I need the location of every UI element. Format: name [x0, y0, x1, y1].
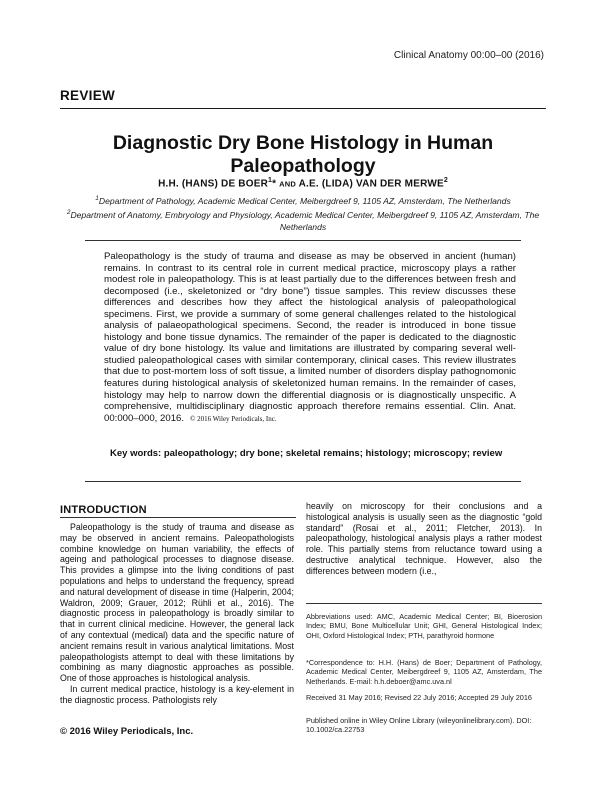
- correspondence-footnote: *Correspondence to: H.H. (Hans) de Boer; Department of Pathology, Academic Medical Center, Meibergdreef 9, 1105 AZ, Amsterdam, The Netherlands. E-mail: h.h.deboer@amc.uva.nl: [306, 658, 542, 686]
- author-first-affil: 1: [268, 177, 273, 184]
- header-divider: [60, 108, 546, 109]
- abstract-divider-bottom: [85, 481, 521, 482]
- abstract-divider-top: [85, 240, 521, 241]
- section-label: REVIEW: [60, 88, 116, 103]
- affiliation-2: [60, 207, 546, 233]
- journal-citation: Clinical Anatomy 00:00–00 (2016): [393, 50, 544, 61]
- abstract-copyright: © 2016 Wiley Periodicals, Inc.: [190, 414, 277, 423]
- abbreviations-footnote: Abbreviations used: AMC, Academic Medical Center; BI, Bioerosion Index; BMU, Bone Multicellular Unit; GHI, General Histological Index; OHI, Oxford Histological Index; PTH, parathyroid hormone: [306, 612, 542, 640]
- affiliation-2-text: Department of Anatomy, Embryology and Physiology, Academic Medical Center, Meibergdreef 9, 1105 AZ, Amsterdam, The Netherlands: [70, 210, 540, 232]
- keywords: Key words: paleopathology; dry bone; skeletal remains; histology; microscopy; review: [110, 448, 503, 459]
- article-title: [60, 132, 546, 178]
- intro-heading-rule: [60, 517, 296, 518]
- abstract-text: Paleopathology is the study of trauma and disease as may be observed in ancient (human) remains. In contrast to its central role in current medical practice, microscopy plays a rather modest role in paleopathology. This is at least partially due to the differences between fresh and decomposed (i.e., skeletonized or “dry bone”) tissue samples. This review discusses these differences and describes how they affect the histological analysis of paleopathological specimens. First, we provide a summary of some general challenges related to the histological analysis of palaeopathological specimens. Second, the reader is introduced in bone tissue histology and bone tissue dynamics. The remainder of the paper is dedicated to the diagnostic value of dry bone histology. Its value and limitations are illustrated by comparing several well-studied paleopathological cases with similar contemporary, clinical cases. This review illustrates that due to post-mortem loss of soft tissue, a limited number of disorders display pathognomonic features during histological analysis of skeletonized human remains. In the remainder of cases, histology may help to narrow down the differential diagnosis or is diagnostically unspecific. A comprehensive, multidisciplinary diagnostic approach therefore remains essential. Clin. Anat. 00:000–000, 2016.: [104, 251, 516, 424]
- title-line-1: Diagnostic Dry Bone Histology in Human: [112, 132, 494, 154]
- title-line-2: Paleopathology: [230, 155, 376, 177]
- affiliation-1: [60, 193, 546, 207]
- author-first: H.H. (HANS) DE BOER: [158, 178, 268, 190]
- intro-paragraph-2-continued: heavily on microscopy for their conclusions and a histological analysis is usually seen as the diagnostic “gold standard” (Rosai et al., 2011; Fletcher, 2013). In paleopathology, histological analysis plays a rather modest role. This partially stems from reluctance toward using a destructive analytical technique. However, also the differences between modern (i.e.,: [306, 501, 542, 576]
- footnote-divider: [306, 603, 542, 604]
- affiliation-1-num: 1: [95, 195, 99, 202]
- abstract: [104, 251, 516, 425]
- author-line: [60, 177, 546, 189]
- body-column-right: [306, 501, 542, 577]
- affiliation-1-text: Department of Pathology, Academic Medical Center, Meibergdreef 9, 1105 AZ, Amsterdam, The Netherlands: [98, 195, 511, 206]
- received-dates: Received 31 May 2016; Revised 22 July 2016; Accepted 29 July 2016: [306, 693, 532, 702]
- footer-copyright: © 2016 Wiley Periodicals, Inc.: [60, 726, 194, 737]
- author-second-affil: 2: [443, 177, 448, 184]
- intro-paragraph-1: Paleopathology is the study of trauma and disease as may be observed in ancient remains. Paleopathologists combine knowledge on human variability, the effects of ageing and pathological processes to diagnose disease. This provides a glimpse into the living conditions of past populations and helps to understand the frequency, spread and natural development of disease in time (Halperin, 2004; Waldron, 2009; Grauer, 2012; Rühli et al., 2016). The diagnostic process in paleopathology is broadly similar to that in current clinical medicine. However, the general lack of any contextual (medical) data and the specific nature of ancient remains result in various analytical limitations. Most paleopathologists attempt to deal with these limitations by combining as many diagnostic approaches as possible. One of those approaches is histological analysis.: [60, 522, 294, 684]
- author-and: AND: [279, 179, 297, 189]
- intro-paragraph-2: In current medical practice, histology is a key-element in the diagnostic process. Pathologists rely: [60, 683, 294, 705]
- author-second: A.E. (LIDA) VAN DER MERWE: [298, 178, 444, 190]
- publication-info: Published online in Wiley Online Library (wileyonlinelibrary.com). DOI: 10.1002/ca.22753: [306, 716, 532, 735]
- body-column-left: [60, 522, 294, 706]
- affiliation-2-num: 2: [66, 209, 71, 217]
- affiliations: [60, 193, 546, 233]
- corresponding-star: *: [272, 178, 277, 190]
- intro-heading: INTRODUCTION: [60, 504, 147, 516]
